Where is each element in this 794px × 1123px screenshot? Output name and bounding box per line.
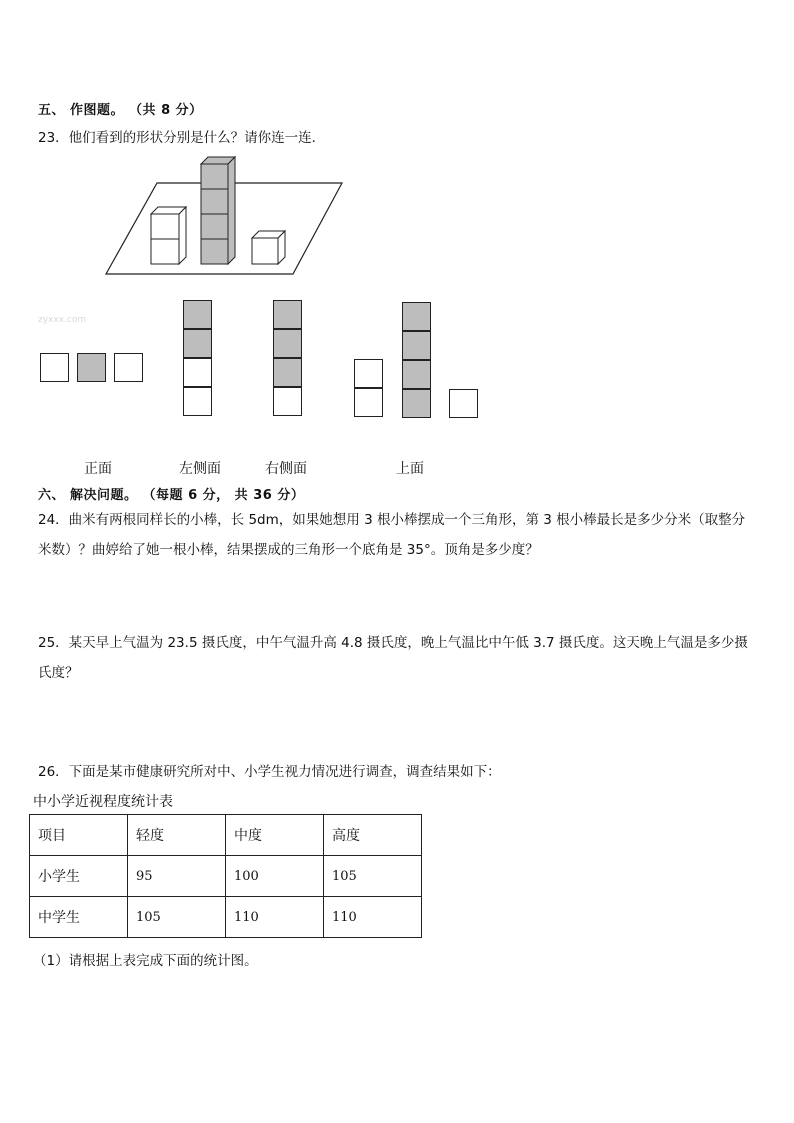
section-5-title: 五、 作图题。 （共 8 分）: [38, 103, 203, 118]
tall-cube-stack: [201, 157, 235, 264]
table-title: 中小学近视程度统计表: [33, 794, 173, 810]
table-cell: 100: [226, 856, 324, 897]
table-header-cell: 中度: [226, 815, 324, 856]
question-25: 25．某天早上气温为 23.5 摄氏度，中午气温升高 4.8 摄氏度，晚上气温比中午低 3.7 摄氏度。这天晚上气温是多少摄氏度？: [38, 635, 748, 681]
view-label-top: 上面: [396, 461, 424, 477]
table-cell: 105: [324, 856, 422, 897]
table-header-cell: 高度: [324, 815, 422, 856]
question-26: 26．下面是某市健康研究所对中、小学生视力情况进行调查，调查结果如下：: [38, 764, 501, 780]
view-label-left: 左侧面: [179, 461, 221, 477]
table-header-cell: 项目: [30, 815, 128, 856]
table-cell: 中学生: [30, 897, 128, 938]
table-row: [30, 897, 422, 938]
watermark: zyxxx.com: [38, 315, 87, 325]
table-row: [30, 856, 422, 897]
table-cell: 95: [128, 856, 226, 897]
table-header-cell: 轻度: [128, 815, 226, 856]
left-cube-stack: [151, 207, 186, 264]
question-23: 23．他们看到的形状分别是什么？请你连一连．: [38, 130, 326, 146]
view-label-front: 正面: [84, 461, 112, 477]
table-cell: 105: [128, 897, 226, 938]
table-header-row: [30, 815, 422, 856]
table-cell: 小学生: [30, 856, 128, 897]
section-6-title: 六、 解决问题。 （每题 6 分， 共 36 分）: [38, 488, 305, 503]
view-label-right: 右侧面: [265, 461, 307, 477]
table-cell: 110: [226, 897, 324, 938]
question-24: 24．曲米有两根同样长的小棒，长 5dm，如果她想用 3 根小棒摆成一个三角形，第 3 根小棒最长是多少分米（取整分米数）？曲婷给了她一根小棒，结果摆成的三角形一个底角是 35°。顶角是多少度？: [38, 512, 746, 558]
myopia-stats-table: [29, 814, 422, 938]
table-cell: 110: [324, 897, 422, 938]
single-cube: [252, 231, 285, 264]
question-26-sub1: （1）请根据上表完成下面的统计图。: [33, 953, 258, 969]
cube-scene-figure: [100, 150, 350, 280]
